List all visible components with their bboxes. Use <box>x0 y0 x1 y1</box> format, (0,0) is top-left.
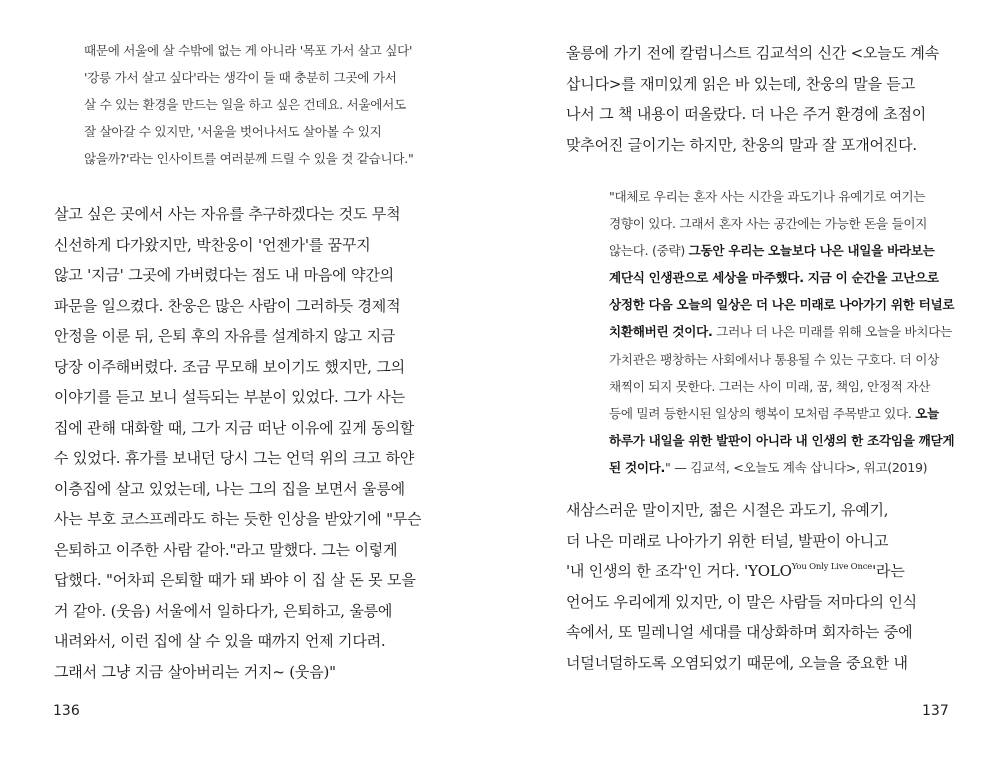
quote-text: "대체로 우리는 혼자 사는 시간을 과도기나 유예기로 여기는 <box>609 189 926 204</box>
body-line: 이야기를 듣고 보니 설득되는 부분이 있었다. 그가 사는 <box>54 388 405 406</box>
body-line: 내려와서, 이런 집에 살 수 있을 때까지 언제 기다려. <box>54 632 386 650</box>
body-line: 속에서, 또 밀레니얼 세대를 대상화하며 회자하는 중에 <box>566 623 913 641</box>
quote-line <box>609 237 954 264</box>
quote-emphasis: 하루가 내일을 위한 발판이 아니라 내 인생의 한 조각임을 깨닫게 <box>609 432 955 448</box>
body-line: 은퇴하고 이주한 사람 같아."라고 말했다. 그는 이렇게 <box>54 540 398 559</box>
body-line: 집에 관해 대화할 때, 그가 지금 떠난 이유에 깊게 동의할 <box>54 418 415 437</box>
quote-emphasis: 된 것이다. <box>609 459 666 475</box>
body-line: 너덜너덜하도록 오염되었기 때문에, 오늘을 중요한 내 <box>566 653 908 672</box>
body-line: 맞추어진 글이기는 하지만, 찬웅의 말과 잘 포개어진다. <box>566 135 917 154</box>
quote-line: 때문에 서울에 살 수밖에 없는 게 아니라 '목포 가서 살고 싶다' <box>84 43 413 58</box>
quote-line <box>609 400 954 427</box>
quote-emphasis: 오늘 <box>915 405 939 421</box>
yolo-footnote-superscript: You Only Live Once <box>791 562 873 572</box>
body-line: 울릉에 가기 전에 칼럼니스트 김교석의 신간 <오늘도 계속 <box>566 44 940 62</box>
quote-text: 그러나 더 나은 미래를 위해 오늘을 바치다는 <box>712 324 953 340</box>
body-line: 사는 부호 코스프레라도 하는 듯한 인상을 받았기에 "무슨 <box>54 510 422 528</box>
quote-line <box>609 346 954 373</box>
quote-line <box>609 291 954 318</box>
body-line: 수 있었다. 휴가를 보내던 당시 그는 언덕 위의 크고 하얀 <box>54 449 415 467</box>
body-line: 당장 이주해버렸다. 조금 무모해 보이기도 했지만, 그의 <box>54 357 405 376</box>
quote-text: 않는다. (중략) <box>609 243 689 259</box>
body-line <box>566 556 917 587</box>
quote-line: 않을까?'라는 인사이트를 여러분께 드릴 수 있을 것 같습니다." <box>84 151 414 166</box>
quote-emphasis: 상정한 다음 오늘의 일상은 더 나은 미래로 나아가기 위한 터널로 <box>609 297 955 313</box>
page-number: 137 <box>922 703 949 719</box>
body-line: 새삼스러운 말이지만, 젊은 시절은 과도기, 유예기, <box>566 501 889 519</box>
quote-line <box>609 210 954 237</box>
body-paragraph-closing <box>566 495 917 678</box>
body-line: 살고 싶은 곳에서 사는 자유를 추구하겠다는 것도 무척 <box>54 205 401 223</box>
quote-emphasis: 그동안 우리는 오늘보다 나은 내일을 바라보는 <box>688 243 935 259</box>
body-line: 않고 '지금' 그곳에 가버렸다는 점도 내 마음에 약간의 <box>54 266 394 284</box>
quote-line: 살 수 있는 환경을 만드는 일을 하고 싶은 건데요. 서울에서도 <box>84 97 406 112</box>
interview-quote <box>84 37 413 172</box>
quote-line <box>609 183 954 210</box>
quote-line: '강릉 가서 살고 싶다'라는 생각이 들 때 충분히 그곳에 가서 <box>84 70 397 85</box>
quote-text: 채찍이 되지 못한다. 그러는 사이 미래, 꿈, 책임, 안정적 자산 <box>609 378 931 394</box>
quote-emphasis: 치환해버린 것이다. <box>609 324 713 340</box>
quote-line <box>609 264 954 291</box>
quote-text: " — 김교석, <오늘도 계속 삽니다>, 위고(2019) <box>665 459 928 475</box>
body-line: 파문을 일으켰다. 찬웅은 많은 사람이 그러하듯 경제적 <box>54 296 401 315</box>
quote-text: 가치관은 팽창하는 사회에서나 통용될 수 있는 구호다. 더 이상 <box>609 351 939 367</box>
body-paragraph <box>54 199 421 687</box>
body-paragraph-intro <box>566 38 939 160</box>
yolo-line-end: '라는 <box>872 562 905 580</box>
quote-line: 잘 살아갈 수 있지만, '서울을 벗어나서도 살아볼 수 있지 <box>84 124 382 139</box>
quote-text: 등에 밀려 등한시된 일상의 행복이 모처럼 주목받고 있다. <box>609 405 916 421</box>
quote-line <box>609 427 954 454</box>
body-line: 답했다. "어차피 은퇴할 때가 돼 봐야 이 집 살 돈 못 모을 <box>54 571 416 589</box>
page-number: 136 <box>53 703 80 719</box>
yolo-line-start: '내 인생의 한 조각'인 거다. 'YOLO <box>566 562 792 580</box>
quote-line <box>609 373 954 400</box>
book-excerpt-quote <box>609 183 954 481</box>
body-line: 더 나은 미래로 나아가기 위한 터널, 발판이 아니고 <box>566 531 889 550</box>
quote-line <box>609 318 954 345</box>
quote-text: 경향이 있다. 그래서 혼자 사는 공간에는 가능한 돈을 들이지 <box>609 216 928 232</box>
body-line: 이층집에 살고 있었는데, 나는 그의 집을 보면서 울릉에 <box>54 479 405 498</box>
body-line: 언어도 우리에게 있지만, 이 말은 사람들 저마다의 인식 <box>566 592 917 611</box>
body-line: 거 같아. (웃음) 서울에서 일하다가, 은퇴하고, 울릉에 <box>54 601 393 620</box>
body-line: 삽니다>를 재미있게 읽은 바 있는데, 찬웅의 말을 듣고 <box>566 74 916 93</box>
body-line: 그래서 그냥 지금 살아버리는 거지~ (웃음)" <box>54 662 336 681</box>
body-line: 신선하게 다가왔지만, 박찬웅이 '언젠가'를 꿈꾸지 <box>54 235 371 254</box>
body-line: 나서 그 책 내용이 떠올랐다. 더 나은 주거 환경에 초점이 <box>566 105 927 123</box>
quote-line <box>609 454 954 481</box>
body-line: 안정을 이룬 뒤, 은퇴 후의 자유를 설계하지 않고 지금 <box>54 327 396 345</box>
quote-emphasis: 계단식 인생관으로 세상을 마주했다. 지금 이 순간을 고난으로 <box>609 270 939 286</box>
